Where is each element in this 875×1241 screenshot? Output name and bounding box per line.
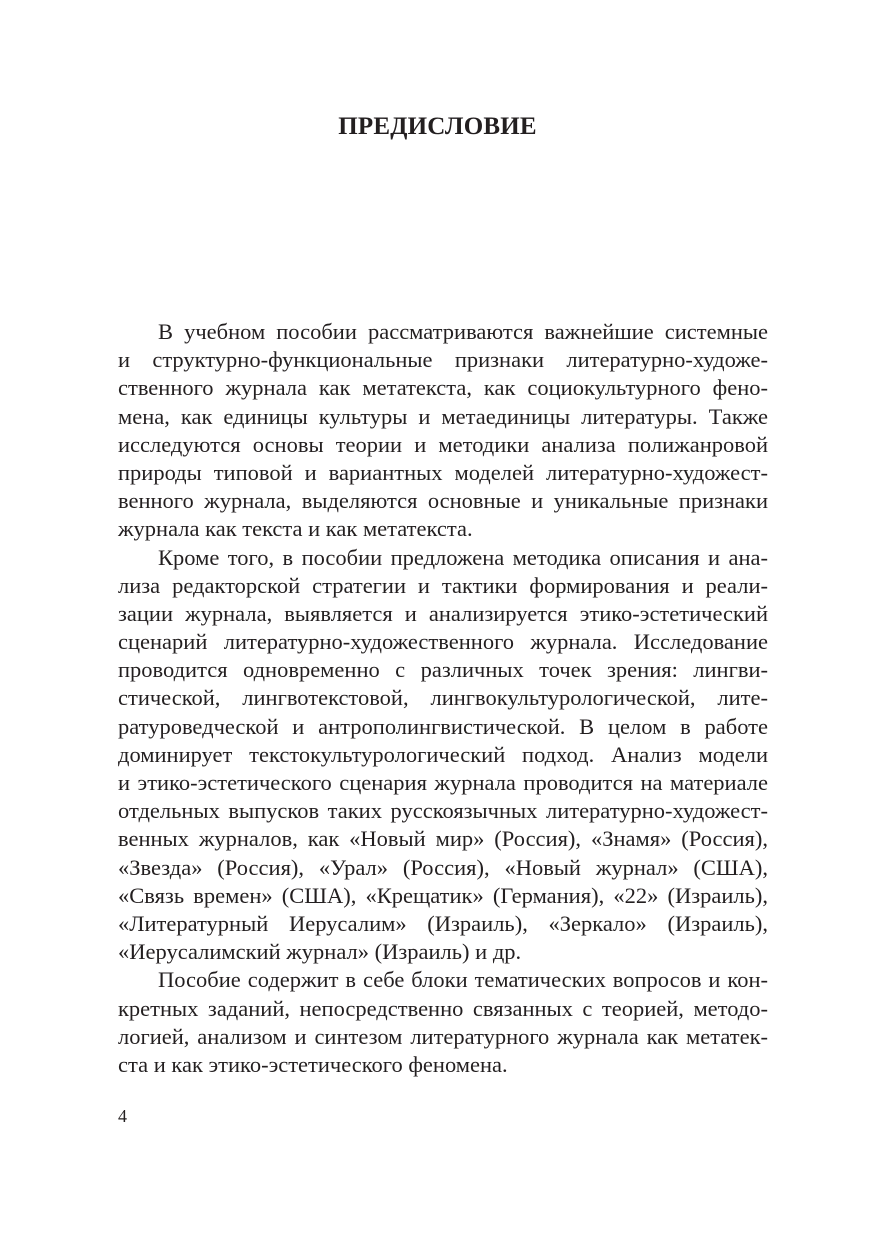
page-title: ПРЕДИСЛОВИЕ bbox=[338, 113, 537, 140]
text-line: исследуются основы теории и методики анализа полижанровой bbox=[118, 431, 768, 457]
text-line: журнала как текста и как метатекста. bbox=[118, 516, 473, 542]
text-line: «Связь времен» (США), «Крещатик» (Германия), «22» (Израиль), bbox=[118, 882, 768, 908]
text-line: природы типовой и вариантных моделей литературно-художест- bbox=[118, 459, 768, 485]
text-line: зации журнала, выявляется и анализируется этико-эстетический bbox=[118, 600, 768, 626]
text-line: ста и как этико-эстетического феномена. bbox=[118, 1051, 508, 1077]
text-line: Кроме того, в пособии предложена методика описания и ана- bbox=[158, 544, 768, 570]
text-line: отдельных выпусков таких русскоязычных литературно-художест- bbox=[118, 798, 768, 824]
text-line: и структурно-функциональные признаки литературно-художе- bbox=[118, 347, 768, 373]
text-line: «Иерусалимский журнал» (Израиль) и др. bbox=[118, 939, 522, 965]
text-line: Пособие содержит в себе блоки тематических вопросов и кон- bbox=[158, 967, 768, 993]
paragraph bbox=[118, 966, 768, 1079]
text-line: кретных заданий, непосредственно связанных с теорией, методо- bbox=[118, 995, 768, 1021]
text-line: и этико-эстетического сценария журнала проводится на материале bbox=[118, 770, 768, 795]
text-line: мена, как единицы культуры и метаединицы литературы. Также bbox=[118, 403, 768, 429]
paragraph bbox=[118, 544, 768, 967]
text-line: сценарий литературно-художественного журнала. Исследование bbox=[118, 629, 768, 655]
text-line: проводится одновременно с различных точек зрения: лингви- bbox=[118, 657, 768, 683]
body-text bbox=[118, 318, 768, 1079]
text-line: доминирует текстокультурологический подход. Анализ модели bbox=[118, 741, 768, 767]
text-line: венного журнала, выделяются основные и уникальные признаки bbox=[118, 488, 768, 514]
text-line: венных журналов, как «Новый мир» (Россия), «Знамя» (Россия), bbox=[118, 826, 768, 852]
text-line: лиза редакторской стратегии и тактики формирования и реали- bbox=[118, 572, 768, 598]
text-line: ственного журнала как метатекста, как социокультурного фено- bbox=[118, 375, 768, 401]
text-line: В учебном пособии рассматриваются важнейшие системные bbox=[158, 319, 768, 344]
text-line: «Литературный Иерусалим» (Израиль), «Зеркало» (Израиль), bbox=[118, 910, 768, 936]
text-line: стической, лингвотекстовой, лингвокультурологической, лите- bbox=[118, 685, 768, 711]
text-line: ратуроведческой и антрополингвистической. В целом в работе bbox=[118, 713, 768, 739]
paragraph bbox=[118, 318, 768, 544]
text-line: логией, анализом и синтезом литературного журнала как метатек- bbox=[118, 1023, 768, 1049]
text-line: «Звезда» (Россия), «Урал» (Россия), «Новый журнал» (США), bbox=[118, 854, 768, 880]
page-number: 4 bbox=[118, 1106, 127, 1126]
